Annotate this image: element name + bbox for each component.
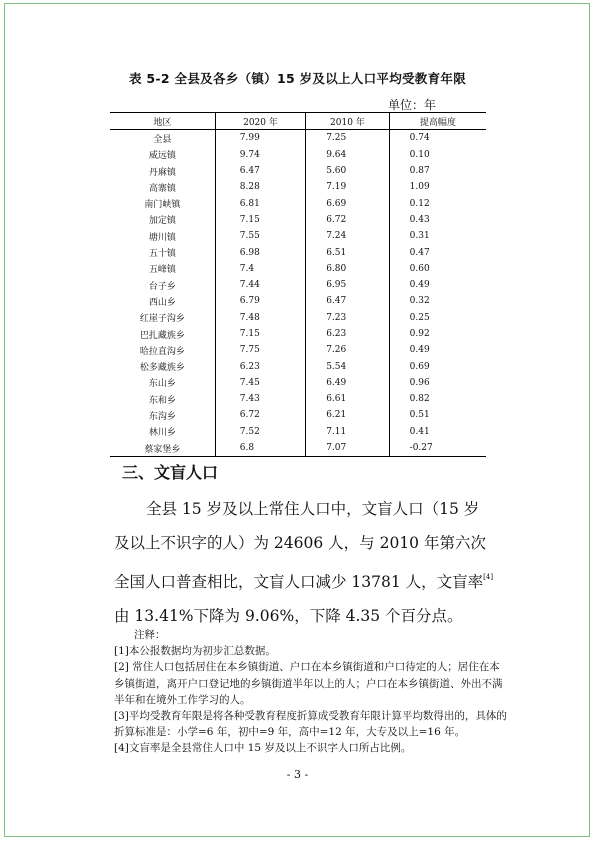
cell-2020: 6.23 [215,358,305,374]
cell-2010: 7.19 [306,179,389,195]
cell-region: 五峰镇 [148,265,176,276]
cell-increase: 1.09 [389,179,486,195]
cell-increase: 0.51 [389,407,486,423]
cell-region: 林川乡 [148,428,176,439]
cell-2020: 7.45 [215,375,305,391]
cell-increase: 0.12 [389,195,486,211]
column-header-2020: 2020 年 [215,113,305,130]
cell-region: 红崖子沟乡 [139,314,185,325]
note-item: [1]本公报数据均为初步汇总数据。 [114,645,276,658]
cell-2010: 6.95 [306,277,389,293]
cell-increase: 0.60 [389,261,486,277]
cell-increase: 0.25 [389,310,486,326]
table-row [110,424,486,440]
cell-region: 高寨镇 [148,183,176,194]
cell-increase: 0.87 [389,163,486,179]
cell-region: 塘川镇 [148,232,176,243]
cell-2010: 7.24 [306,228,389,244]
page-number: - 3 - [286,768,309,781]
note-item: [3]平均受教育年限是将各种受教育程度折算成受教育年限计算平均数得出的，具体的折算标准是：小学=6 年，初中=9 年，高中=12 年，大专及以上=16 年。 [114,710,507,739]
table-row [110,342,486,358]
cell-2010: 6.51 [306,244,389,260]
cell-2010: 6.80 [306,261,389,277]
table-body [110,130,486,457]
cell-2010: 7.26 [306,342,389,358]
cell-increase: -0.27 [389,440,486,457]
cell-2010: 5.60 [306,163,389,179]
table-row [110,440,486,457]
cell-2010: 6.49 [306,375,389,391]
table-row [110,310,486,326]
table-row [110,326,486,342]
footnote-ref: [4] [483,573,494,581]
cell-increase: 0.82 [389,391,486,407]
cell-2020: 9.74 [215,147,305,163]
table-row [110,261,486,277]
cell-region: 加定镇 [148,216,176,227]
cell-increase: 0.43 [389,212,486,228]
cell-2010: 6.23 [306,326,389,342]
section-heading: 三、文盲人口 [122,463,219,482]
table-row [110,375,486,391]
cell-increase: 0.31 [389,228,486,244]
cell-2020: 7.48 [215,310,305,326]
cell-2020: 6.79 [215,293,305,309]
cell-2010: 6.47 [306,293,389,309]
note-item: [2] 常住人口包括居住在本乡镇街道、户口在本乡镇街道和户口待定的人；居住在本乡镇街道，离开户口登记地的乡镇街道半年以上的人；户口在本乡镇街道、外出不满半年和在境外工作学习的人。 [114,661,503,706]
cell-2020: 6.81 [215,195,305,211]
cell-region: 威远镇 [148,151,176,162]
table-row [110,391,486,407]
cell-region: 巴扎藏族乡 [139,330,185,341]
table-unit: 单位：年 [388,98,437,112]
illiteracy-paragraph [114,492,494,633]
cell-2020: 6.8 [215,440,305,457]
table-row [110,358,486,374]
cell-2020: 7.75 [215,342,305,358]
cell-2020: 6.98 [215,244,305,260]
cell-2020: 6.72 [215,407,305,423]
column-header-increase: 提高幅度 [389,113,486,130]
cell-2020: 6.47 [215,163,305,179]
cell-2010: 7.23 [306,310,389,326]
cell-2010: 7.25 [306,130,389,147]
cell-2010: 6.21 [306,407,389,423]
cell-region: 台子乡 [148,281,176,292]
cell-2020: 8.28 [215,179,305,195]
cell-2020: 7.44 [215,277,305,293]
table-row [110,147,486,163]
cell-2020: 7.99 [215,130,305,147]
table-row [110,195,486,211]
cell-increase: 0.49 [389,342,486,358]
table-row [110,244,486,260]
cell-2010: 7.11 [306,424,389,440]
table-row [110,407,486,423]
cell-increase: 0.10 [389,147,486,163]
cell-increase: 0.47 [389,244,486,260]
cell-2020: 7.15 [215,326,305,342]
paragraph-text-part2: 由 13.41%下降为 9.06%，下降 4.35 个百分点。 [114,607,463,625]
note-item: [4]文盲率是全县常住人口中 15 岁及以上不识字人口所占比例。 [114,742,412,755]
table-header-row [110,113,486,130]
cell-increase: 0.49 [389,277,486,293]
table-row [110,179,486,195]
table-row [110,293,486,309]
cell-2010: 9.64 [306,147,389,163]
cell-2010: 6.72 [306,212,389,228]
cell-region: 蔡家堡乡 [144,444,181,455]
cell-region: 松多藏族乡 [139,363,185,374]
notes-block [114,627,509,757]
cell-increase: 0.96 [389,375,486,391]
cell-2010: 7.07 [306,440,389,457]
cell-2010: 5.54 [306,358,389,374]
cell-increase: 0.92 [389,326,486,342]
cell-2010: 6.61 [306,391,389,407]
cell-increase: 0.69 [389,358,486,374]
table-row [110,228,486,244]
cell-region: 西山乡 [148,297,176,308]
column-header-region: 地区 [110,113,215,130]
cell-increase: 0.41 [389,424,486,440]
table-row [110,212,486,228]
table-title: 表 5-2 全县及各乡（镇）15 岁及以上人口平均受教育年限 [128,71,467,86]
column-header-2010: 2010 年 [306,113,389,130]
cell-increase: 0.32 [389,293,486,309]
cell-region: 丹麻镇 [148,167,176,178]
table-row [110,130,486,147]
cell-2020: 7.15 [215,212,305,228]
table-row [110,163,486,179]
cell-region: 东沟乡 [148,411,176,422]
cell-2020: 7.43 [215,391,305,407]
cell-region: 东山乡 [148,379,176,390]
cell-region: 东和乡 [148,395,176,406]
cell-region: 南门峡镇 [144,200,181,211]
cell-2010: 6.69 [306,195,389,211]
cell-2020: 7.4 [215,261,305,277]
cell-region: 全县 [153,134,172,145]
paragraph-text-part1: 全县 15 岁及以上常住人口中，文盲人口（15 岁及以上不识字的人）为 24606 人，与 2010 年第六次全国人口普查相比，文盲人口减少 13781 人，文盲率 [114,500,486,591]
cell-region: 哈拉直沟乡 [139,346,185,357]
notes-title: 注释： [134,629,166,641]
cell-region: 五十镇 [148,249,176,260]
cell-increase: 0.74 [389,130,486,147]
cell-2020: 7.55 [215,228,305,244]
education-years-table [110,112,486,457]
table-row [110,277,486,293]
cell-2020: 7.52 [215,424,305,440]
